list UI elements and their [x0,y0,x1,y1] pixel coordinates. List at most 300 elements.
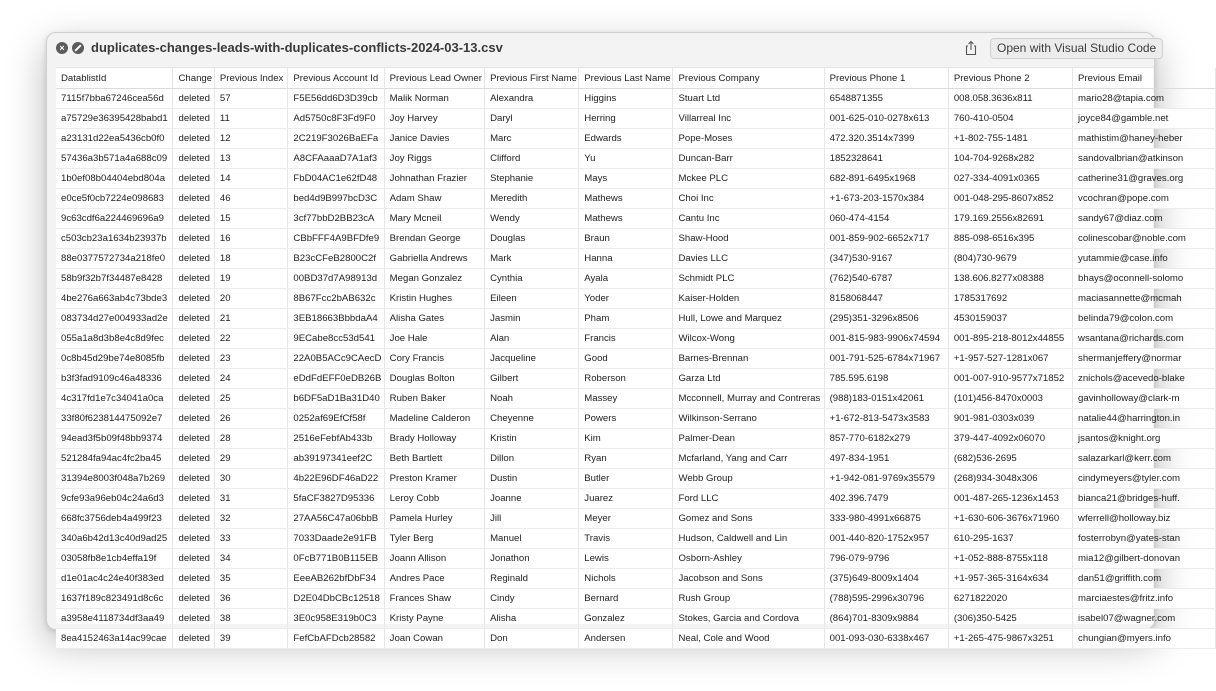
table-row[interactable] [56,609,1216,629]
table-row[interactable] [56,289,1216,309]
table-header-row [56,68,1216,89]
table-cell: Mark [485,249,579,269]
table-cell: 001-625-010-0278x613 [824,109,948,129]
table-cell: 001-815-983-9906x74594 [824,329,948,349]
table-cell: 29 [214,449,288,469]
table-row[interactable] [56,349,1216,369]
table-cell: EeeAB262bfDbF34 [288,569,384,589]
table-row[interactable] [56,169,1216,189]
table-cell: Mathews [579,189,673,209]
table-cell: isabel07@wagner.com [1073,609,1216,629]
table-cell: Kristy Payne [384,609,484,629]
table-cell: deleted [173,229,214,249]
column-header: DatablistId [56,68,173,89]
table-cell: 1785317692 [948,289,1072,309]
table-cell: Alisha Gates [384,309,484,329]
table-cell: znichols@acevedo-blake [1073,369,1216,389]
table-cell: Joanne [485,489,579,509]
table-row[interactable] [56,129,1216,149]
table-cell: 12 [214,129,288,149]
table-cell: Stuart Ltd [673,89,824,109]
table-cell: 4b22E96DF46aD22 [288,469,384,489]
table-cell: mario28@tapia.com [1073,89,1216,109]
table-cell: mia12@gilbert-donovan [1073,549,1216,569]
table-cell: Reginald [485,569,579,589]
table-row[interactable] [56,329,1216,349]
table-row[interactable] [56,549,1216,569]
table-cell: Daryl [485,109,579,129]
table-cell: Clifford [485,149,579,169]
table-cell: Yoder [579,289,673,309]
table-row[interactable] [56,589,1216,609]
table-cell: 001-895-218-8012x44855 [948,329,1072,349]
table-cell: +1-630-606-3676x71960 [948,509,1072,529]
table-cell: 521284fa94ac4fc2ba45 [56,449,173,469]
table-cell: Marc [485,129,579,149]
table-cell: 001-007-910-9577x71852 [948,369,1072,389]
table-cell: 23 [214,349,288,369]
table-cell: 3cf77bbD2BB23cA [288,209,384,229]
table-cell: 16 [214,229,288,249]
table-cell: Nichols [579,569,673,589]
table-cell: Jasmin [485,309,579,329]
table-cell: Alisha [485,609,579,629]
table-cell: Massey [579,389,673,409]
table-cell: 20 [214,289,288,309]
open-with-vscode-button[interactable]: Open with Visual Studio Code [990,38,1163,59]
table-cell: Ryan [579,449,673,469]
table-cell: 104-704-9268x282 [948,149,1072,169]
table-row[interactable] [56,529,1216,549]
table-cell: 6548871355 [824,89,948,109]
table-cell: cindymeyers@tyler.com [1073,469,1216,489]
table-cell: 15 [214,209,288,229]
table-cell: 25 [214,389,288,409]
table-cell: vcochran@pope.com [1073,189,1216,209]
table-cell: deleted [173,449,214,469]
table-cell: 001-859-902-6652x717 [824,229,948,249]
table-cell: Hanna [579,249,673,269]
table-cell: +1-957-365-3164x634 [948,569,1072,589]
table-cell: Gonzalez [579,609,673,629]
table-row[interactable] [56,629,1216,649]
table-cell: 668fc3756deb4a499f23 [56,509,173,529]
table-cell: 001-487-265-1236x1453 [948,489,1072,509]
table-cell: Rush Group [673,589,824,609]
table-cell: 760-410-0504 [948,109,1072,129]
table-cell: joyce84@gamble.net [1073,109,1216,129]
table-cell: (101)456-8470x0003 [948,389,1072,409]
table-cell: 402.396.7479 [824,489,948,509]
table-cell: Yu [579,149,673,169]
table-cell: Madeline Calderon [384,409,484,429]
table-cell: Herring [579,109,673,129]
table-cell: 8B67Fcc2bAB632c [288,289,384,309]
table-cell: sandy67@diaz.com [1073,209,1216,229]
table-cell: +1-672-813-5473x3583 [824,409,948,429]
table-cell: (306)350-5425 [948,609,1072,629]
table-cell: Stokes, Garcia and Cordova [673,609,824,629]
table-cell: Preston Kramer [384,469,484,489]
table-cell: Manuel [485,529,579,549]
table-cell: Travis [579,529,673,549]
table-cell: deleted [173,489,214,509]
table-cell: 379-447-4092x06070 [948,429,1072,449]
table-cell: e0ce5f0cb7224e098683 [56,189,173,209]
table-cell: a75729e36395428babd1 [56,109,173,129]
table-cell: (295)351-3296x8506 [824,309,948,329]
table-cell: deleted [173,249,214,269]
table-cell: Brady Holloway [384,429,484,449]
table-cell: colinescobar@noble.com [1073,229,1216,249]
table-cell: jsantos@knight.org [1073,429,1216,449]
table-row[interactable] [56,209,1216,229]
table-cell: deleted [173,389,214,409]
table-cell: 58b9f32b7f34487e8428 [56,269,173,289]
table-cell: 4c317fd1e7c34041a0ca [56,389,173,409]
table-cell: bianca21@bridges-huff. [1073,489,1216,509]
table-cell: deleted [173,609,214,629]
table-row[interactable] [56,369,1216,389]
table-cell: Leroy Cobb [384,489,484,509]
table-cell: deleted [173,429,214,449]
table-cell: ab39197341eef2C [288,449,384,469]
table-cell: 1852328641 [824,149,948,169]
table-cell: wsantana@richards.com [1073,329,1216,349]
column-header: Previous Company [673,68,824,89]
table-cell: deleted [173,629,214,649]
table-cell: deleted [173,189,214,209]
table-cell: Duncan-Barr [673,149,824,169]
table-cell: Edwards [579,129,673,149]
table-cell: Meredith [485,189,579,209]
table-cell: Osborn-Ashley [673,549,824,569]
table-cell: 3EB18663BbbdaA4 [288,309,384,329]
table-cell: 31394e8003f048a7b269 [56,469,173,489]
table-cell: Cantu Inc [673,209,824,229]
table-cell: (988)183-0151x42061 [824,389,948,409]
table-cell: Kaiser-Holden [673,289,824,309]
table-cell: 0FcB771B0B115EB [288,549,384,569]
table-cell: Pham [579,309,673,329]
table-cell: Malik Norman [384,89,484,109]
column-header: Previous First Name [485,68,579,89]
table-cell: 083734d27e004933ad2e [56,309,173,329]
table-row[interactable] [56,89,1216,109]
window-title: duplicates-changes-leads-with-duplicates-conflicts-2024-03-13.csv [91,40,503,55]
table-row[interactable] [56,109,1216,129]
table-cell: bed4d9B997bcD3C [288,189,384,209]
column-header: Previous Last Name [579,68,673,89]
table-cell: D2E04DbCBc12518 [288,589,384,609]
table-cell: Adam Shaw [384,189,484,209]
table-cell: (864)701-8309x9884 [824,609,948,629]
table-row[interactable] [56,449,1216,469]
table-cell: (682)536-2695 [948,449,1072,469]
table-row[interactable] [56,569,1216,589]
csv-preview[interactable] [56,67,1186,644]
table-row[interactable] [56,389,1216,409]
table-cell: Stephanie [485,169,579,189]
quicklook-window [46,32,1186,644]
no-entry-icon[interactable] [72,42,84,54]
table-cell: shermanjeffery@normar [1073,349,1216,369]
table-cell: 7033Daade2e91FB [288,529,384,549]
table-cell: Barnes-Brennan [673,349,824,369]
table-row[interactable] [56,249,1216,269]
table-cell: Douglas [485,229,579,249]
table-cell: Bernard [579,589,673,609]
table-cell: Kristin [485,429,579,449]
table-cell: 333-980-4991x66875 [824,509,948,529]
table-cell: +1-052-888-8755x118 [948,549,1072,569]
table-cell: Alan [485,329,579,349]
table-row[interactable] [56,509,1216,529]
table-cell: Pope-Moses [673,129,824,149]
table-cell: 33f80f623814475092e7 [56,409,173,429]
close-icon[interactable]: × [56,42,68,54]
table-cell: 001-048-295-8607x852 [948,189,1072,209]
table-cell: Joy Riggs [384,149,484,169]
table-cell: 682-891-6495x1968 [824,169,948,189]
table-cell: 9c63cdf6a224469696a9 [56,209,173,229]
column-header: Previous Phone 1 [824,68,948,89]
column-header: Change [173,68,214,89]
table-cell: 0c8b45d29be74e8085fb [56,349,173,369]
table-cell: 001-093-030-6338x467 [824,629,948,649]
table-cell: d1e01ac4c24e40f383ed [56,569,173,589]
table-cell: 6271822020 [948,589,1072,609]
table-cell: Palmer-Dean [673,429,824,449]
table-row[interactable] [56,309,1216,329]
table-cell: Joy Harvey [384,109,484,129]
table-cell: deleted [173,309,214,329]
table-cell: Schmidt PLC [673,269,824,289]
table-cell: 1b0ef08b04404ebd804a [56,169,173,189]
table-cell: deleted [173,269,214,289]
table-cell: 21 [214,309,288,329]
table-cell: 18 [214,249,288,269]
table-cell: 785.595.6198 [824,369,948,389]
table-cell: Frances Shaw [384,589,484,609]
table-cell: 901-981-0303x039 [948,409,1072,429]
table-cell: Higgins [579,89,673,109]
title-bar [47,33,1157,63]
table-cell: yutammie@case.info [1073,249,1216,269]
column-header: Previous Phone 2 [948,68,1072,89]
table-cell: 060-474-4154 [824,209,948,229]
table-cell: 001-791-525-6784x71967 [824,349,948,369]
table-cell: +1-673-203-1570x384 [824,189,948,209]
table-cell: Joe Hale [384,329,484,349]
table-cell: 008.058.3636x811 [948,89,1072,109]
table-cell: 26 [214,409,288,429]
table-cell: deleted [173,149,214,169]
table-cell: 13 [214,149,288,169]
table-cell: deleted [173,109,214,129]
table-cell: eDdFdEFF0eDB26B [288,369,384,389]
table-cell: Wilcox-Wong [673,329,824,349]
table-cell: Tyler Berg [384,529,484,549]
table-cell: Eileen [485,289,579,309]
table-cell: 340a6b42d13c40d9ad25 [56,529,173,549]
table-cell: Mcfarland, Yang and Carr [673,449,824,469]
table-cell: Wilkinson-Serrano [673,409,824,429]
share-icon[interactable] [963,40,979,56]
table-cell: Mckee PLC [673,169,824,189]
table-cell: Kim [579,429,673,449]
table-cell: 138.606.8277x08388 [948,269,1072,289]
table-cell: Jonathon [485,549,579,569]
table-cell: 30 [214,469,288,489]
table-cell: 35 [214,569,288,589]
table-cell: Hull, Lowe and Marquez [673,309,824,329]
table-cell: wferrell@holloway.biz [1073,509,1216,529]
table-cell: Francis [579,329,673,349]
table-row[interactable] [56,189,1216,209]
column-header: Previous Email [1073,68,1216,89]
table-cell: dan51@griffith.com [1073,569,1216,589]
table-cell: b3f3fad9109c46a48336 [56,369,173,389]
table-cell: Brendan George [384,229,484,249]
table-cell: 00BD37d7A98913d [288,269,384,289]
table-cell: deleted [173,329,214,349]
table-cell: Joan Cowan [384,629,484,649]
table-cell: Powers [579,409,673,429]
table-cell: Butler [579,469,673,489]
table-cell: Jacqueline [485,349,579,369]
table-cell: deleted [173,209,214,229]
table-cell: marciaestes@fritz.info [1073,589,1216,609]
table-cell: Jill [485,509,579,529]
table-cell: +1-265-475-9867x3251 [948,629,1072,649]
table-cell: bhays@oconnell-solomo [1073,269,1216,289]
table-cell: Ad5750c8F3Fd9F0 [288,109,384,129]
table-row[interactable] [56,469,1216,489]
table-cell: Meyer [579,509,673,529]
table-cell: deleted [173,409,214,429]
table-cell: deleted [173,589,214,609]
table-cell: CBbFFF4A9BFDfe9 [288,229,384,249]
table-body [56,89,1216,649]
table-cell: 11 [214,109,288,129]
table-cell: 39 [214,629,288,649]
table-cell: 22 [214,329,288,349]
table-row[interactable] [56,269,1216,289]
table-cell: 610-295-1637 [948,529,1072,549]
table-cell: 57436a3b571a4a688c09 [56,149,173,169]
table-cell: Cynthia [485,269,579,289]
table-cell: 5faCF3827D95336 [288,489,384,509]
table-cell: 8158068447 [824,289,948,309]
table-cell: Mcconnell, Murray and Contreras [673,389,824,409]
table-cell: +1-957-527-1281x067 [948,349,1072,369]
table-cell: A8CFAaaaD7A1af3 [288,149,384,169]
table-cell: deleted [173,129,214,149]
table-cell: 7115f7bba67246cea56d [56,89,173,109]
table-cell: 8ea4152463a14ac99cae [56,629,173,649]
table-cell: 19 [214,269,288,289]
column-header: Previous Lead Owner [384,68,484,89]
table-cell: Ford LLC [673,489,824,509]
table-cell: F5E56dd6D3D39cb [288,89,384,109]
table-row[interactable] [56,489,1216,509]
table-cell: Jacobson and Sons [673,569,824,589]
table-cell: deleted [173,569,214,589]
table-row[interactable] [56,149,1216,169]
table-cell: Villarreal Inc [673,109,824,129]
table-cell: a23131d22ea5436cb0f0 [56,129,173,149]
table-cell: Juarez [579,489,673,509]
table-cell: Pamela Hurley [384,509,484,529]
table-cell: Ayala [579,269,673,289]
table-cell: Kristin Hughes [384,289,484,309]
table-cell: +1-802-755-1481 [948,129,1072,149]
table-cell: 4be276a663ab4c73bde3 [56,289,173,309]
table-cell: gavinholloway@clark-m [1073,389,1216,409]
table-cell: FbD04AC1e62fD48 [288,169,384,189]
table-cell: 2C219F3026BaEFa [288,129,384,149]
table-cell: Cindy [485,589,579,609]
table-cell: 03058fb8e1cb4effa19f [56,549,173,569]
table-cell: 31 [214,489,288,509]
table-cell: Shaw-Hood [673,229,824,249]
table-cell: 46 [214,189,288,209]
table-cell: Noah [485,389,579,409]
table-cell: deleted [173,169,214,189]
table-cell: Roberson [579,369,673,389]
table-cell: 179.169.2556x82691 [948,209,1072,229]
table-cell: Dustin [485,469,579,489]
table-cell: Gomez and Sons [673,509,824,529]
table-cell: Mathews [579,209,673,229]
table-cell: 94ead3f5b09f48bb9374 [56,429,173,449]
table-cell: maciasannette@mcmah [1073,289,1216,309]
table-cell: catherine31@graves.org [1073,169,1216,189]
table-cell: 027-334-4091x0365 [948,169,1072,189]
table-row[interactable] [56,229,1216,249]
table-cell: Wendy [485,209,579,229]
table-cell: fosterrobyn@yates-stan [1073,529,1216,549]
table-cell: Hudson, Caldwell and Lin [673,529,824,549]
column-header: Previous Index [214,68,288,89]
table-cell: Garza Ltd [673,369,824,389]
table-row[interactable] [56,429,1216,449]
table-cell: 34 [214,549,288,569]
table-cell: Gilbert [485,369,579,389]
table-cell: 055a1a8d3b8e4c8d9fec [56,329,173,349]
table-cell: 3E0c958E319b0C3 [288,609,384,629]
table-cell: 38 [214,609,288,629]
table-cell: natalie44@harrington.in [1073,409,1216,429]
table-cell: Andres Pace [384,569,484,589]
csv-table [56,68,1216,649]
table-cell: 2516eFebfAb433b [288,429,384,449]
table-cell: 33 [214,529,288,549]
table-cell: 9cfe93a96eb04c24a6d3 [56,489,173,509]
table-cell: deleted [173,469,214,489]
table-cell: Douglas Bolton [384,369,484,389]
table-row[interactable] [56,409,1216,429]
table-cell: Megan Gonzalez [384,269,484,289]
table-cell: (268)934-3048x306 [948,469,1072,489]
table-cell: 24 [214,369,288,389]
table-cell: deleted [173,349,214,369]
table-cell: 32 [214,509,288,529]
table-cell: Don [485,629,579,649]
table-cell: Good [579,349,673,369]
table-cell: deleted [173,529,214,549]
